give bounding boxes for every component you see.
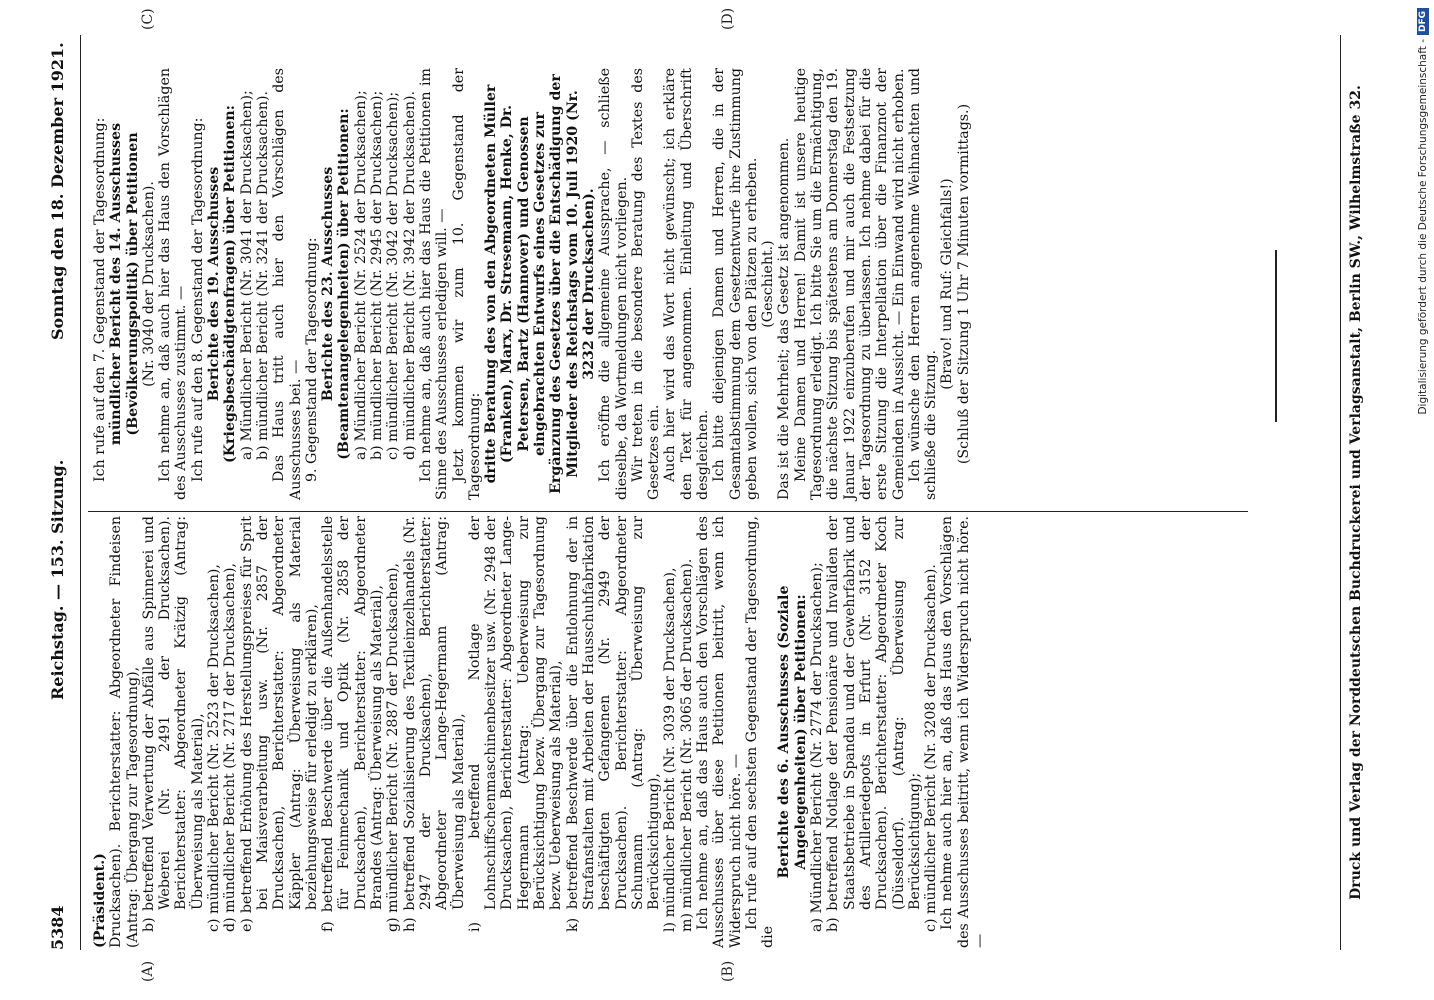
- imprint-footer: Druck und Verlag der Norddeutschen Buchdruckerei und Verlagsanstalt, Berlin SW., Wilhelmstraße 32.: [1348, 85, 1364, 900]
- right-column-paragraph: Jetzt kommen wir zum 10. Gegenstand der Tagesordnung:: [450, 68, 483, 500]
- right-column-paragraph: mündlicher Bericht des 14. Ausschusses (Bevölkerungspolitik) über Petitionen: [108, 122, 141, 446]
- left-column: [92, 516, 988, 948]
- left-column-paragraph: c) mündlicher Bericht (Nr. 3208 der Drucksachen).: [923, 564, 940, 932]
- right-column-paragraph: b) mündlicher Bericht (Nr. 3241 der Drucksachen).: [254, 90, 271, 460]
- margin-letter-b: (B): [720, 960, 736, 982]
- right-column-paragraph: Ich nehme an, daß auch hier das Haus den Vorschlägen des Ausschusses zustimmt. —: [157, 68, 190, 500]
- left-column-paragraph: l) mündlicher Bericht (Nr. 3039 der Drucksachen),: [662, 567, 679, 932]
- footer-rule: [1340, 35, 1341, 950]
- left-column-paragraph: Ich rufe auf den sechsten Gegenstand der Tagesordnung, die: [743, 516, 777, 948]
- right-column-paragraph: Meine Damen und Herren! Damit ist unsere heutige Tagesordnung erledigt. Ich bitte Sie um die Ermächtigung, die nächste Sitzung bis spätestens am Donnerstag den 19. Januar 1922 einzuberufen und mir auch die Festsetzung der Tagesordnung zu überlassen. Ich nehme dabei für die erste Sitzung die Interpellation über die Finanznot der Gemeinden in Aussicht. — Ein Einwand wird nicht erhoben.: [792, 68, 907, 500]
- right-column-paragraph: b) mündlicher Bericht (Nr. 2945 der Drucksachen);: [369, 90, 386, 460]
- left-column-paragraph: Drucksachen). Berichterstatter: Abgeordneter Findeisen (Antrag: Übergang zur Tagesordnung),: [108, 516, 141, 948]
- right-column-paragraph: Das ist die Mehrheit; das Gesetz ist angenommen.: [776, 137, 793, 500]
- left-column-paragraph: d) mündlicher Bericht (Nr. 2717 der Drucksachen),: [222, 562, 239, 932]
- left-column-paragraph: f) betreffend Beschwerde über die Außenhandelsstelle für Feinmechanik und Optik (Nr. 2858 der Drucksachen), Berichterstatter: Abgeordneter Brandes (Antrag: Überweisung als Material),: [320, 516, 386, 932]
- margin-letter-a: (A): [140, 960, 156, 982]
- left-column-paragraph: a) Mündlicher Bericht (Nr. 2774 der Drucksachen);: [809, 562, 826, 932]
- column-divider: [88, 511, 1248, 512]
- right-column-paragraph: a) Mündlicher Bericht (Nr. 3041 der Drucksachen);: [238, 90, 255, 460]
- right-column-paragraph: Ich nehme an, daß auch hier das Haus die Petitionen im Sinne des Ausschusses erledigen will. —: [417, 68, 451, 500]
- right-column-paragraph: Ich rufe auf den 7. Gegenstand der Tagesordnung:: [92, 117, 108, 482]
- left-column-paragraph: c) mündlicher Bericht (Nr. 2523 der Drucksachen),: [206, 564, 223, 932]
- dfg-logo: DFG: [1417, 8, 1429, 35]
- right-column-paragraph: (Schluß der Sitzung 1 Uhr 7 Minuten vormittags.): [955, 103, 972, 465]
- right-column-paragraph: (Geschieht.): [760, 240, 777, 328]
- right-column-paragraph: a) Mündlicher Bericht (Nr. 2524 der Drucksachen);: [352, 90, 369, 460]
- right-column-paragraph: Berichte des 23. Ausschusses (Beamtenangelegenheiten) über Petitionen:: [320, 108, 353, 460]
- page-number: 5384: [48, 905, 67, 950]
- left-column-paragraph: m) mündlicher Bericht (Nr. 3065 der Drucksachen).: [678, 558, 695, 932]
- left-column-paragraph: b) betreffend Notlage der Pensionäre und Invaliden der Staatsbetriebe in Spandau und der Gewehrfabrik und des Artilleriedepots in Erfurt (Nr. 3152 der Drucksachen). Berichterstatter: Abgeordneter Koch (Düsseldorf). (Antrag: Überweisung zur Berücksichtigung);: [825, 516, 923, 932]
- header-session: Reichstag. — 153. Sitzung.: [48, 459, 67, 700]
- left-column-paragraph: Ich nehme auch hier an, daß das Haus den Vorschlägen des Ausschusses beitritt, wenn ich Widerspruch nicht höre. —: [939, 516, 989, 948]
- left-column-paragraph: i) betreffend Notlage der Lohnschiffschenmaschinenbesitzer usw. (Nr. 2948 der Drucksachen), Berichterstatter: Abgeordneter Lange-Hegermann (Antrag: Ueberweisung zur Berücksichtigung bezw. Übergang zur Tagesordnung bezw. Ueberweisung als Material),: [466, 516, 565, 932]
- digitization-text: Digitalisierung gefördert durch die Deutsche Forschungsgemeinschaft -: [1417, 39, 1429, 415]
- right-column-paragraph: 9. Gegenstand der Tagesordnung:: [303, 237, 320, 482]
- left-column-paragraph: Berichte des 6. Ausschusses (Soziale Angelegenheiten) über Petitionen:: [776, 585, 809, 879]
- left-column-paragraph: h) betreffend Sozialisierung des Textileinzelhandels (Nr. 2947 der Drucksachen), Berichterstatter: Abgeordneter Lange-Hegermann (Antrag: Überweisung als Material),: [401, 516, 467, 932]
- header-rule: [80, 35, 81, 950]
- right-column-paragraph: Wir treten in die besondere Beratung des Textes des Gesetzes ein.: [629, 68, 663, 500]
- right-column-paragraph: Ich wünsche den Herren angenehme Weihnachten und schließe die Sitzung.: [906, 68, 940, 500]
- right-column-paragraph: (Nr. 3040 der Drucksachen).: [140, 181, 157, 387]
- right-column-paragraph: c) mündlicher Bericht (Nr. 3042 der Drucksachen);: [385, 91, 402, 460]
- digitization-note: [1412, 0, 1434, 1000]
- right-column-paragraph: Ich eröffne die allgemeine Aussprache, — schließe dieselbe, da Wortmeldungen nicht vorliegen.: [597, 68, 630, 500]
- left-column-paragraph: (Präsident.): [92, 853, 108, 948]
- left-column-paragraph: k) betreffend Beschwerde über die Entlohnung der in Strafanstalten mit Arbeiten der Hausschuhfabrikation beschäftigten Gefangenen (Nr. 2949 der Drucksachen). Berichterstatter: Abgeordneter Schumann (Antrag: Überweisung zur Berücksichtigung),: [564, 516, 663, 932]
- right-column-paragraph: Berichte des 19. Ausschusses (Kriegsbeschädigtenfragen) über Petitionen:: [206, 105, 239, 463]
- margin-letter-c: (C): [140, 8, 156, 30]
- left-column-paragraph: b) betreffend Verwertung der Abfälle aus Spinnerei und Weberei (Nr. 2491 der Drucksachen). Berichterstatter: Abgeordneter Krätzig (Antrag: Überweisung als Material),: [140, 516, 206, 932]
- right-column-paragraph: dritte Beratung des von den Abgeordneten Müller (Franken), Marx, Dr. Stresemann, Henke, Dr. Petersen, Bartz (Hannover) und Genossen eingebrachten Entwurfs eines Gesetzes zur Ergänzung des Gesetzes über die Entschädigung der Mitglieder des Reichstags vom 10. Juli 1920 (Nr. 3232 der Drucksachen).: [483, 74, 597, 494]
- right-column-paragraph: Ich rufe auf den 8. Gegenstand der Tagesordnung:: [189, 117, 206, 482]
- margin-letter-d: (D): [720, 7, 736, 30]
- right-column-paragraph: d) mündlicher Bericht (Nr. 3942 der Drucksachen).: [401, 90, 418, 460]
- right-column-paragraph: Ich bitte diejenigen Damen und Herren, die in der Gesamtabstimmung dem Gesetzentwurfe ihre Zustimmung geben wollen, sich von den Plätzen zu erheben.: [711, 68, 760, 500]
- left-column-paragraph: e) betreffend Erhöhung des Herstellungspreises für Sprit bei Maisverarbeitung usw. (Nr. 2857 der Drucksachen), Berichterstatter: Abgeordneter Käppler (Antrag: Überweisung als Material beziehungsweise für erledigt zu erklären),: [238, 516, 320, 932]
- right-column: [92, 68, 972, 500]
- page-header: [48, 40, 74, 950]
- end-rule: [1275, 250, 1277, 422]
- left-column-paragraph: g) mündlicher Bericht (Nr. 2887 der Drucksachen),: [385, 562, 402, 932]
- right-column-paragraph: Das Haus tritt auch hier den Vorschlägen des Ausschusses bei. —: [271, 68, 304, 500]
- header-date: Sonntag den 18. Dezember 1921.: [48, 42, 67, 340]
- right-column-paragraph: (Bravo! und Ruf: Gleichfalls!): [939, 178, 956, 390]
- right-column-paragraph: Auch hier wird das Wort nicht gewünscht; ich erkläre den Text für angenommen. Einleitung und Überschrift desgleichen.: [662, 68, 711, 500]
- left-column-paragraph: Ich nehme an, daß das Haus auch den Vorschlägen des Ausschusses über diese Petitionen beitritt, wenn ich Widerspruch nicht höre. —: [694, 516, 744, 948]
